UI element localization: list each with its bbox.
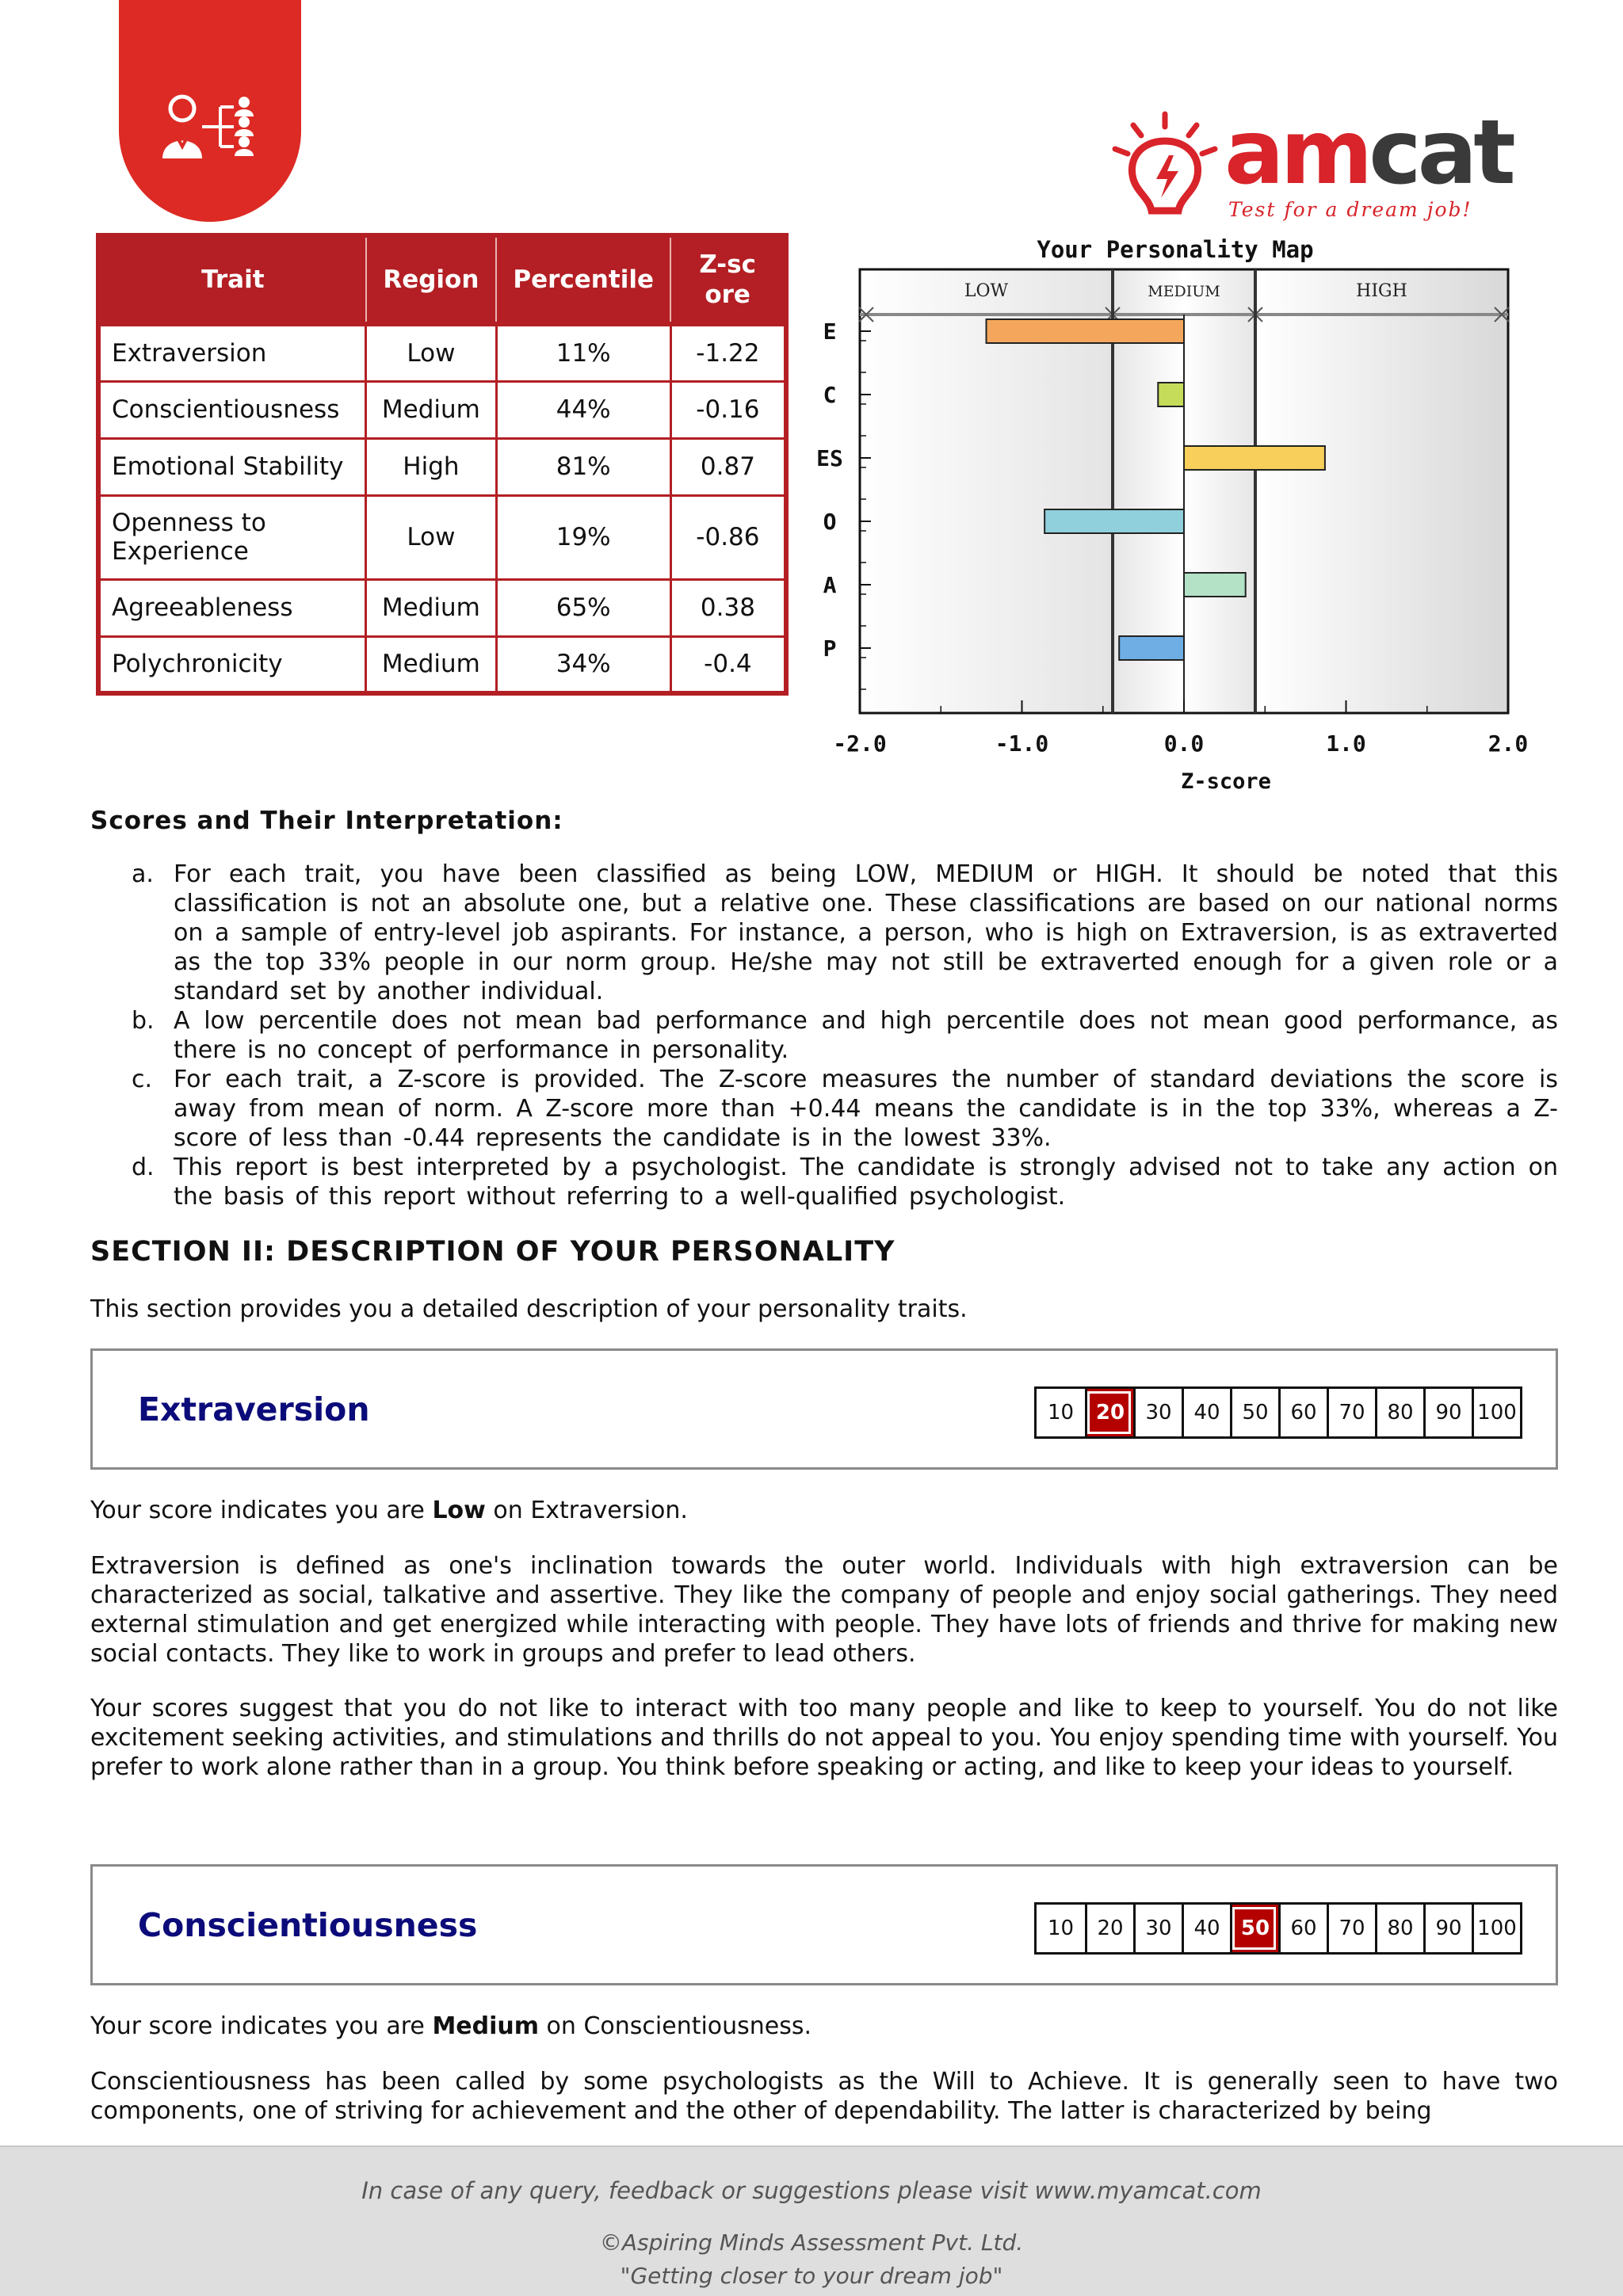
cell-trait: Openness to Experience [98, 495, 366, 579]
page-footer [0, 2145, 1623, 2296]
col-header-zscore [670, 235, 786, 324]
cell-percentile: 44% [496, 381, 670, 438]
bar-a [1184, 573, 1246, 597]
scale-cell: 70 [1327, 1905, 1375, 1952]
scale-cell: 100 [1472, 1905, 1520, 1952]
table-row [98, 324, 786, 381]
interp-item [90, 1006, 1558, 1065]
cell-percentile: 11% [496, 324, 670, 381]
cell-region: Medium [366, 636, 496, 693]
x-tick-label: 0.0 [1163, 730, 1205, 757]
scale-cell: 40 [1182, 1905, 1230, 1952]
table-row [98, 438, 786, 495]
category-label-a: A [823, 572, 837, 598]
cell-trait: Polychronicity [98, 636, 366, 693]
interp-text: For each trait, you have been classified as being LOW, MEDIUM or HIGH. It should be noted that this classification is not an absolute one, but a relative one. These classifications are based on our national norms on a sample of entry-level job aspirants. For instance, a person, who is high on Extraversion, is as extraverted as the top 33% people in our norm group. He/she may not still be extraverted enough for a given role or a standard set by another individual. [174, 860, 1558, 1005]
conscientiousness-score-line: Your score indicates you are Medium on Conscientiousness. [90, 2012, 812, 2040]
scale-cell: 80 [1375, 1905, 1423, 1952]
cell-zscore: -0.86 [670, 495, 786, 579]
interp-list [90, 860, 1558, 1211]
bar-o [1044, 509, 1184, 533]
col-header-trait: Trait [98, 235, 366, 324]
cell-zscore: -1.22 [670, 324, 786, 381]
scale-cell: 10 [1047, 1917, 1075, 1940]
scale-cell: 20 [1085, 1389, 1133, 1436]
table-row [98, 495, 786, 579]
interp-item [90, 860, 1558, 1006]
bar-es [1184, 446, 1325, 470]
extraversion-definition: Extraversion is defined as one's inclination towards the outer world. Individuals with high extraversion can be characterized as social, talkative and assertive. They like the company of people and enjoy social gatherings. They need external stimulation and get energized while interacting with people. They have lots of friends and thrive for making new social contacts. They like to work in groups and prefer to lead others. [90, 1552, 1558, 1668]
table-row [98, 579, 786, 636]
scale-cell: 90 [1423, 1389, 1472, 1436]
col-header-percentile: Percentile [496, 235, 670, 324]
category-label-es: ES [816, 445, 843, 471]
bar-p [1119, 636, 1184, 660]
zone-label-medium: MEDIUM [1148, 283, 1220, 300]
cell-region: Low [366, 495, 496, 579]
logo-tagline: Test for a dream job! [1228, 198, 1472, 221]
x-tick-label: 1.0 [1326, 730, 1366, 757]
scale-cell: 70 [1327, 1389, 1375, 1436]
cell-region: Medium [366, 381, 496, 438]
trait-box-extraversion [90, 1348, 1558, 1470]
score-level: Low [432, 1497, 486, 1524]
cell-zscore: 0.38 [670, 579, 786, 636]
scale-cell: 60 [1278, 1389, 1327, 1436]
scale-cell: 100 [1472, 1389, 1520, 1436]
cell-region: High [366, 438, 496, 495]
interp-marker: b. [132, 1007, 155, 1035]
category-label-p: P [823, 635, 837, 662]
scale-cell: 80 [1375, 1389, 1423, 1436]
cell-percentile: 34% [496, 636, 670, 693]
category-label-c: C [823, 382, 837, 408]
cell-trait: Emotional Stability [98, 438, 366, 495]
zone-high [1255, 269, 1508, 713]
category-label-o: O [823, 509, 837, 535]
interp-heading: Scores and Their Interpretation: [90, 807, 563, 835]
zone-label-high: HIGH [1356, 281, 1407, 301]
bar-e [987, 319, 1184, 343]
interp-marker: d. [132, 1154, 155, 1181]
cell-percentile: 81% [496, 438, 670, 495]
cell-percentile: 65% [496, 579, 670, 636]
table-row [98, 381, 786, 438]
scale-cell: 20 [1085, 1905, 1133, 1952]
interp-text: A low percentile does not mean bad performance and high percentile does not mean good performance, as there is no concept of performance in personality. [174, 1007, 1558, 1064]
scale-cell: 30 [1133, 1905, 1182, 1952]
trait-title: Conscientiousness [138, 1906, 478, 1944]
score-level: Medium [432, 2012, 540, 2040]
section2-title: SECTION II: DESCRIPTION OF YOUR PERSONALITY [90, 1236, 896, 1268]
cell-zscore: -0.4 [670, 636, 786, 693]
scale-cell: 60 [1278, 1905, 1327, 1952]
trait-table [96, 233, 789, 696]
interp-item [90, 1065, 1558, 1153]
header-badge [119, 0, 301, 222]
percentile-scale [1034, 1386, 1522, 1439]
scale-cell: 30 [1133, 1389, 1182, 1436]
category-label-e: E [823, 318, 837, 345]
table-row [98, 636, 786, 693]
cell-zscore: 0.87 [670, 438, 786, 495]
col-header-region: Region [366, 235, 496, 324]
interp-marker: c. [132, 1066, 153, 1093]
cell-region: Low [366, 324, 496, 381]
amcat-logo [1106, 101, 1518, 228]
chart-x-label: Z-score [1181, 769, 1271, 794]
trait-box-conscientiousness [90, 1864, 1558, 1985]
footer-copyright: ©Aspiring Minds Assessment Pvt. Ltd. [599, 2229, 1024, 2256]
scale-cell: 50 [1230, 1389, 1278, 1436]
people-network-icon [158, 91, 262, 162]
table-header-row [98, 235, 786, 324]
interp-item [90, 1153, 1558, 1211]
bar-c [1158, 383, 1184, 406]
footer-query-line: In case of any query, feedback or suggestions please visit www.myamcat.com [361, 2177, 1262, 2204]
bulb-logo-icon [1106, 109, 1224, 220]
x-tick-label: -1.0 [995, 730, 1049, 757]
interp-text: For each trait, a Z-score is provided. The Z-score measures the number of standard deviations the score is away from mean of norm. A Z-score more than +0.44 means the candidate is in the top 33%, whereas a Z-score of less than -0.44 represents the candidate is in the lowest 33%. [174, 1066, 1558, 1152]
conscientiousness-definition: Conscientiousness has been called by some psychologists as the Will to Achieve. It is generally seen to have two components, one of striving for achievement and the other of dependability. The latter is characterized by being [90, 2068, 1558, 2125]
cell-trait: Conscientiousness [98, 381, 366, 438]
zone-label-low: LOW [964, 281, 1009, 301]
percentile-scale [1034, 1902, 1522, 1955]
personality-map-chart [796, 230, 1557, 800]
interp-marker: a. [132, 860, 154, 888]
cell-region: Medium [366, 579, 496, 636]
x-tick-label: 2.0 [1487, 730, 1529, 757]
logo-wordmark: amcat [1224, 101, 1512, 204]
footer-slogan: "Getting closer to your dream job" [620, 2263, 1003, 2289]
extraversion-score-line: Your score indicates you are Low on Extraversion. [90, 1497, 688, 1524]
section2-description: This section provides you a detailed description of your personality traits. [90, 1295, 968, 1323]
cell-percentile: 19% [496, 495, 670, 579]
scale-cell: 90 [1423, 1905, 1472, 1952]
trait-title: Extraversion [138, 1390, 370, 1428]
cell-trait: Extraversion [98, 324, 366, 381]
scale-cell: 40 [1182, 1389, 1230, 1436]
zscore-header-text: Z-score [699, 250, 756, 309]
cell-trait: Agreeableness [98, 579, 366, 636]
x-tick-label: -2.0 [833, 730, 887, 757]
chart-title: Your Personality Map [1037, 236, 1314, 263]
cell-zscore: -0.16 [670, 381, 786, 438]
scale-cell: 50 [1230, 1905, 1278, 1952]
scale-cell: 10 [1047, 1401, 1075, 1425]
interp-text: This report is best interpreted by a psychologist. The candidate is strongly advised not to take any action on the basis of this report without referring to a well-qualified psychologist. [174, 1154, 1558, 1211]
extraversion-interpretation: Your scores suggest that you do not like to interact with too many people and like to keep to yourself. You do not like excitement seeking activities, and stimulations and thrills do not appeal to you. You enjoy spending time with yourself. You prefer to work alone rather than in a group. You think before speaking or acting, and like to keep your ideas to yourself. [90, 1695, 1558, 1781]
